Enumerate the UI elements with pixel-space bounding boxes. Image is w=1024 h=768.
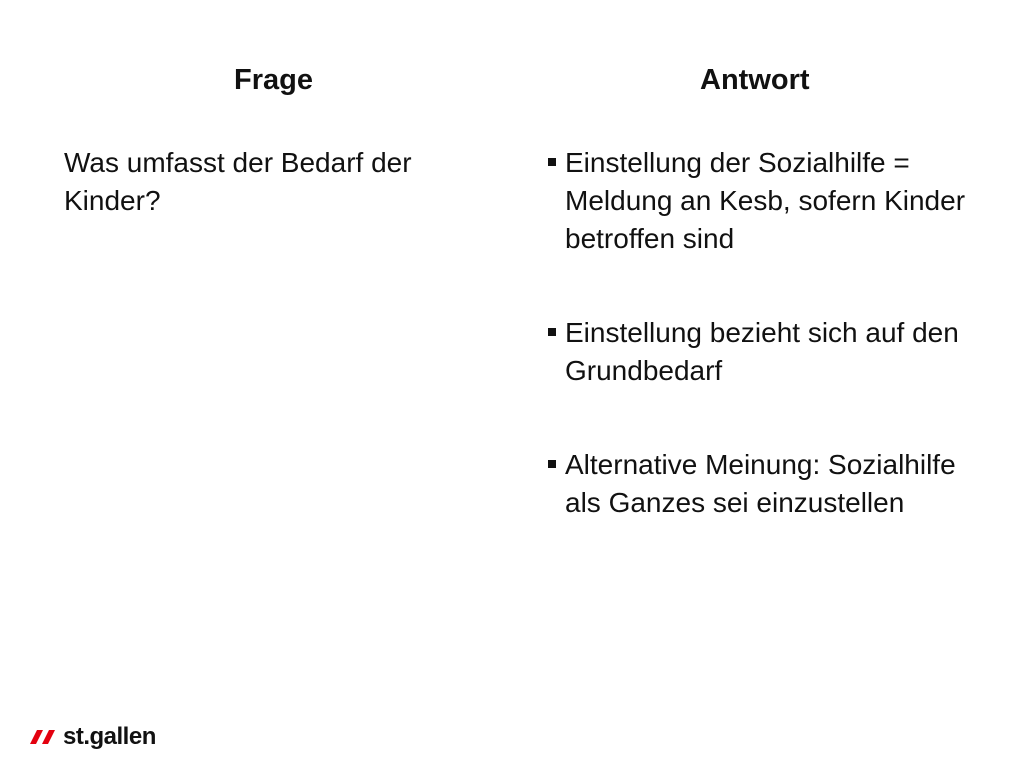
answer-text: Einstellung der Sozialhilfe = Meldung an Kesb, sofern Kinder betroffen sind <box>565 147 966 254</box>
slash-mark-icon <box>30 724 62 750</box>
st-gallen-logo <box>30 720 156 754</box>
logo-text: st.gallen <box>63 723 156 750</box>
question-column-heading: Frage <box>234 64 313 96</box>
answer-item <box>546 144 986 258</box>
answer-column-heading: Antwort <box>700 64 810 96</box>
answer-text: Einstellung bezieht sich auf den Grundbedarf <box>565 317 959 386</box>
answer-text: Alternative Meinung: Sozialhilfe als Ganzes sei einzustellen <box>565 449 956 518</box>
answer-item <box>546 446 986 522</box>
answer-list <box>546 144 986 522</box>
answer-item <box>546 314 986 390</box>
question-text: Was umfasst der Bedarf der Kinder? <box>64 147 412 216</box>
square-bullet-icon <box>548 158 556 166</box>
square-bullet-icon <box>548 328 556 336</box>
square-bullet-icon <box>548 460 556 468</box>
